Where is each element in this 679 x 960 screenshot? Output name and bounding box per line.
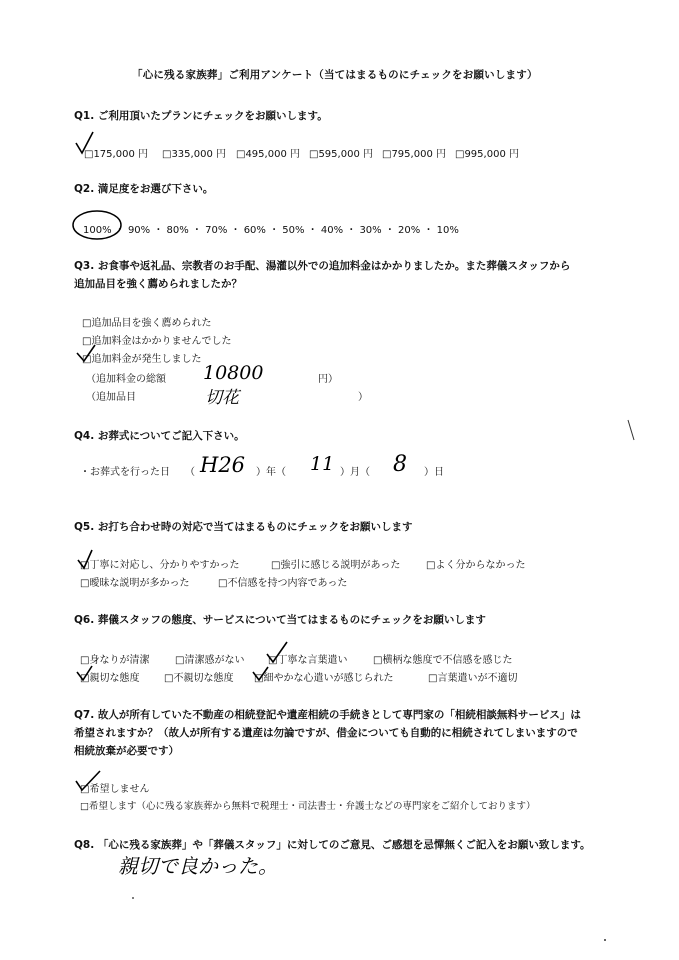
q6-question: Q6. 葬儀スタッフの態度、サービスについて当てはまるものにチェックをお願いします bbox=[74, 614, 486, 626]
q6-option-unkind[interactable]: □不親切な態度 bbox=[164, 673, 234, 684]
q3-question-line2: 追加品目を強く薦められましたか？ bbox=[74, 278, 242, 290]
q4-day[interactable]: 8 bbox=[393, 452, 407, 477]
q7-option-yes[interactable]: □希望します（心に残る家族葬から無料で税理士・司法書士・弁護士などの専門家をご紹介しております） bbox=[80, 801, 536, 812]
q6-option-inappropriate[interactable]: □言葉遣いが不適切 bbox=[428, 673, 518, 684]
q3-option-recommended[interactable]: □追加品目を強く薦められた bbox=[82, 318, 212, 329]
q2-question: Q2. 満足度をお選び下さい。 bbox=[74, 183, 214, 195]
q7-question-line1: Q7. 故人が所有していた不動産の相続登記や遺産相続の手続きとして専門家の「相続相談無料サービス」は bbox=[74, 709, 581, 721]
q5-option-distrust[interactable]: □不信感を持つ内容であった bbox=[218, 578, 348, 589]
q5-option-unclear[interactable]: □よく分からなかった bbox=[426, 560, 526, 571]
q1-option-335000[interactable]: □335,000 円 bbox=[162, 149, 226, 160]
q3-item-value[interactable]: 切花 bbox=[205, 388, 239, 408]
q4-era-year[interactable]: H26 bbox=[200, 453, 246, 477]
q6-option-not-clean[interactable]: □清潔感がない bbox=[175, 655, 245, 666]
q5-option-pushy[interactable]: □強引に感じる説明があった bbox=[271, 560, 401, 571]
q5-question: Q5. お打ち合わせ時の対応で当てはまるものにチェックをお願いします bbox=[74, 521, 413, 533]
q1-option-595000[interactable]: □595,000 円 bbox=[309, 149, 373, 160]
margin-stroke bbox=[628, 420, 634, 440]
q4-day-label: ）日 bbox=[424, 467, 444, 478]
q7-option-no[interactable]: □希望しません bbox=[80, 784, 150, 795]
q4-question: Q4. お葬式についてご記入下さい。 bbox=[74, 430, 245, 442]
q3-option-no-extra[interactable]: □追加料金はかかりませんでした bbox=[82, 336, 232, 347]
q3-question-line1: Q3. お食事や返礼品、宗教者のお手配、湯灌以外での追加料金はかかりましたか。また葬儀スタッフから bbox=[74, 260, 571, 272]
q7-question-line3: 相続放棄が必要です） bbox=[74, 745, 179, 757]
q4-month-label: ）月（ bbox=[340, 467, 370, 478]
q6-option-attentive[interactable]: □細やかな心遣いが感じられた bbox=[254, 673, 394, 684]
q6-option-arrogant[interactable]: □横柄な態度で不信感を感じた bbox=[373, 655, 513, 666]
q8-question: Q8. 「心に残る家族葬」や「葬儀スタッフ」に対してのご意見、ご感想を忌憚無くご記入をお願い致します。 bbox=[74, 839, 591, 851]
scan-speck-2 bbox=[132, 897, 134, 899]
q3-amount-unit: 円） bbox=[318, 374, 338, 385]
q1-option-995000[interactable]: □995,000 円 bbox=[455, 149, 519, 160]
q1-question: Q1. ご利用頂いたプランにチェックをお願いします。 bbox=[74, 110, 328, 122]
q6-option-polite-words[interactable]: □丁寧な言葉遣い bbox=[268, 655, 348, 666]
q5-option-vague[interactable]: □曖昧な説明が多かった bbox=[80, 578, 190, 589]
scan-speck bbox=[604, 939, 606, 941]
q3-option-extra-charged[interactable]: □追加料金が発生しました bbox=[82, 354, 202, 365]
q1-option-495000[interactable]: □495,000 円 bbox=[236, 149, 300, 160]
q4-year-label: ）年（ bbox=[256, 467, 286, 478]
q4-month[interactable]: 11 bbox=[310, 453, 335, 475]
survey-title: 「心に残る家族葬」ご利用アンケート（当てはまるものにチェックをお願いします） bbox=[132, 69, 538, 81]
q2-satisfaction-scale[interactable]: 100% ・ 90% ・ 80% ・ 70% ・ 60% ・ 50% ・ 40% ・ 30% ・ 20% ・ 10% bbox=[83, 225, 459, 236]
q3-item-close: ） bbox=[358, 392, 368, 403]
q7-question-line2: 希望されますか？（故人が所有する遺産は勿論ですが、借金についても自動的に相続されてしまいますので bbox=[74, 727, 578, 739]
q4-prefix: ・お葬式を行った日 bbox=[80, 467, 170, 478]
q6-option-kind[interactable]: □親切な態度 bbox=[80, 673, 140, 684]
q1-option-175000[interactable]: □175,000 円 bbox=[84, 149, 148, 160]
q5-option-polite[interactable]: □丁寧に対応し、分かりやすかった bbox=[80, 560, 240, 571]
q3-amount-label: （追加料金の総額 bbox=[86, 374, 166, 385]
q8-answer[interactable]: 親切で良かった。 bbox=[118, 854, 278, 878]
q3-amount-value[interactable]: 10800 bbox=[203, 362, 264, 384]
q1-option-795000[interactable]: □795,000 円 bbox=[382, 149, 446, 160]
q4-open-paren: （ bbox=[185, 467, 195, 478]
q6-option-neat[interactable]: □身なりが清潔 bbox=[80, 655, 150, 666]
q3-item-label: （追加品目 bbox=[86, 392, 136, 403]
